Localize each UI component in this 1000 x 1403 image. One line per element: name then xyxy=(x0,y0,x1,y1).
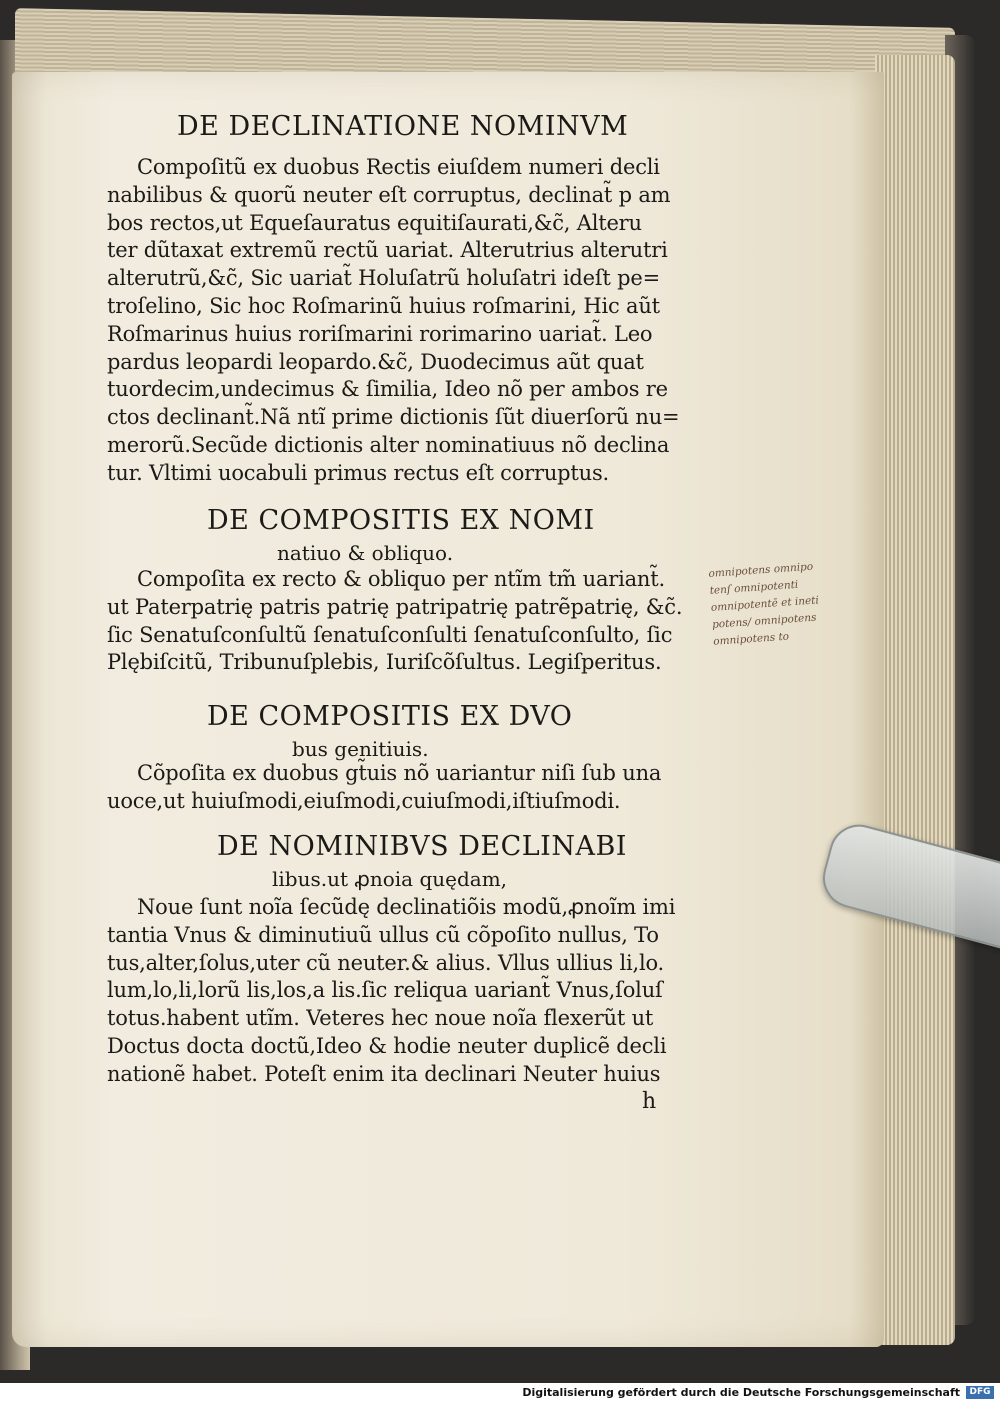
footer-credit: Digitalisierung gefördert durch die Deutsche Forschungsgemeinschaft xyxy=(522,1386,960,1399)
section-heading: DE COMPOSITIS EX NOMI xyxy=(207,505,595,536)
text-line: ſic Senatuſconſultũ ſenatuſconſulti ſenatuſconſulto, ſic xyxy=(107,622,673,647)
text-line: nationẽ habet. Poteſt enim ita declinari Neuter huius xyxy=(107,1061,661,1086)
text-line: merorũ.Secũde dictionis alter nominatiuus nõ declina xyxy=(107,432,670,457)
text-line: Roſmarinus huius roriſmarini rorimarino uariat̃. Leo xyxy=(107,321,653,346)
dfg-logo-icon: DFG xyxy=(966,1386,994,1399)
text-line: ter dũtaxat extremũ rectũ uariat. Alterutrius alterutri xyxy=(107,238,668,263)
text-line: tur. Vltimi uocabuli primus rectus eſt corruptus. xyxy=(107,460,610,485)
text-line: pardus leopardi leopardo.&c̃, Duodecimus aũt quat xyxy=(107,349,644,374)
handwritten-marginalia xyxy=(708,554,879,650)
section-heading: DE COMPOSITIS EX DVO xyxy=(207,701,573,732)
text-line: ut Paterpatrię patris patrię patripatrię patrẽpatrię, &c̃. xyxy=(107,594,683,619)
text-line: Doctus docta doctũ,Ideo & hodie neuter duplicẽ decli xyxy=(107,1033,667,1058)
text-line: totus.habent utĩm. Veteres hec noue noĩa flexerũt ut xyxy=(107,1006,654,1031)
marginalia-line: tenſ omnipotenti xyxy=(709,578,799,597)
text-line: uoce,ut huiuſmodi,eiuſmodi,cuiuſmodi,iſtiuſmodi. xyxy=(107,788,621,813)
marginalia-line: omnipotentē et ineti xyxy=(710,594,820,614)
text-line: tantia Vnus & diminutiuũ ullus cũ cõpoſito nullus, To xyxy=(107,922,659,947)
marginalia-line: omnipotens to xyxy=(712,630,790,648)
footer-bar xyxy=(0,1383,1000,1403)
text-line: nabilibus & quorũ neuter eſt corruptus, declinat̃ p am xyxy=(107,182,671,207)
section-subheading: bus genitiuis. xyxy=(292,737,429,761)
text-line: Plębiſcitũ, Tribunuſplebis, Iuriſcõſultus. Legiſperitus. xyxy=(107,650,662,675)
book-page xyxy=(12,72,884,1347)
paragraph-1 xyxy=(107,154,679,488)
text-line: troſelino, Sic hoc Roſmarinũ huius roſmarini, Hic aũt xyxy=(107,293,660,318)
text-line: alterutrũ,&c̃, Sic uariat̃ Holuſatrũ holuſatri ideſt pe= xyxy=(107,266,661,291)
marginalia-line: omnipotens omnipo xyxy=(708,560,814,580)
paragraph-4 xyxy=(107,894,675,1089)
text-line: Noue ſunt noĩa ſecũdę declinatiõis modũ,ꝓnoĩm imi xyxy=(137,895,676,919)
marginalia-line: potens/ omnipotens xyxy=(711,611,817,631)
text-line: ctos declinant̃.Nã ntĩ prime dictionis ſũt diuerſorũ nu= xyxy=(107,405,680,430)
section-heading: DE NOMINIBVS DECLINABI xyxy=(217,831,627,862)
paragraph-2 xyxy=(107,566,682,677)
text-line: Compoſita ex recto & obliquo per ntĩm tm̃ uariant̃. xyxy=(137,567,665,591)
text-line: tuordecim,undecimus & ſimilia, Ideo nõ per ambos re xyxy=(107,377,668,402)
text-line: Compoſitũ ex duobus Rectis eiuſdem numeri decli xyxy=(137,155,660,179)
text-line: Cõpoſita ex duobus gt̃uis nõ uariantur niſi ſub una xyxy=(137,761,662,785)
page-heading: DE DECLINATIONE NOMINVM xyxy=(177,111,629,142)
text-line: bos rectos,ut Equeſauratus equitiſaurati,&c̃, Alteru xyxy=(107,210,642,235)
signature-mark: h xyxy=(642,1089,656,1114)
paragraph-3 xyxy=(107,760,661,816)
right-page-edges xyxy=(875,55,955,1345)
section-subheading: libus.ut ꝓnoia quędam, xyxy=(272,867,508,891)
section-subheading: natiuo & obliquo. xyxy=(277,541,454,565)
text-line: lum,lo,li,lorũ lis,los,a lis.ſic reliqua uariant̃ Vnus,ſoluſ xyxy=(107,978,663,1003)
text-line: tus,alter,ſolus,uter cũ neuter.& alius. Vllus ullius li,lo. xyxy=(107,950,665,975)
